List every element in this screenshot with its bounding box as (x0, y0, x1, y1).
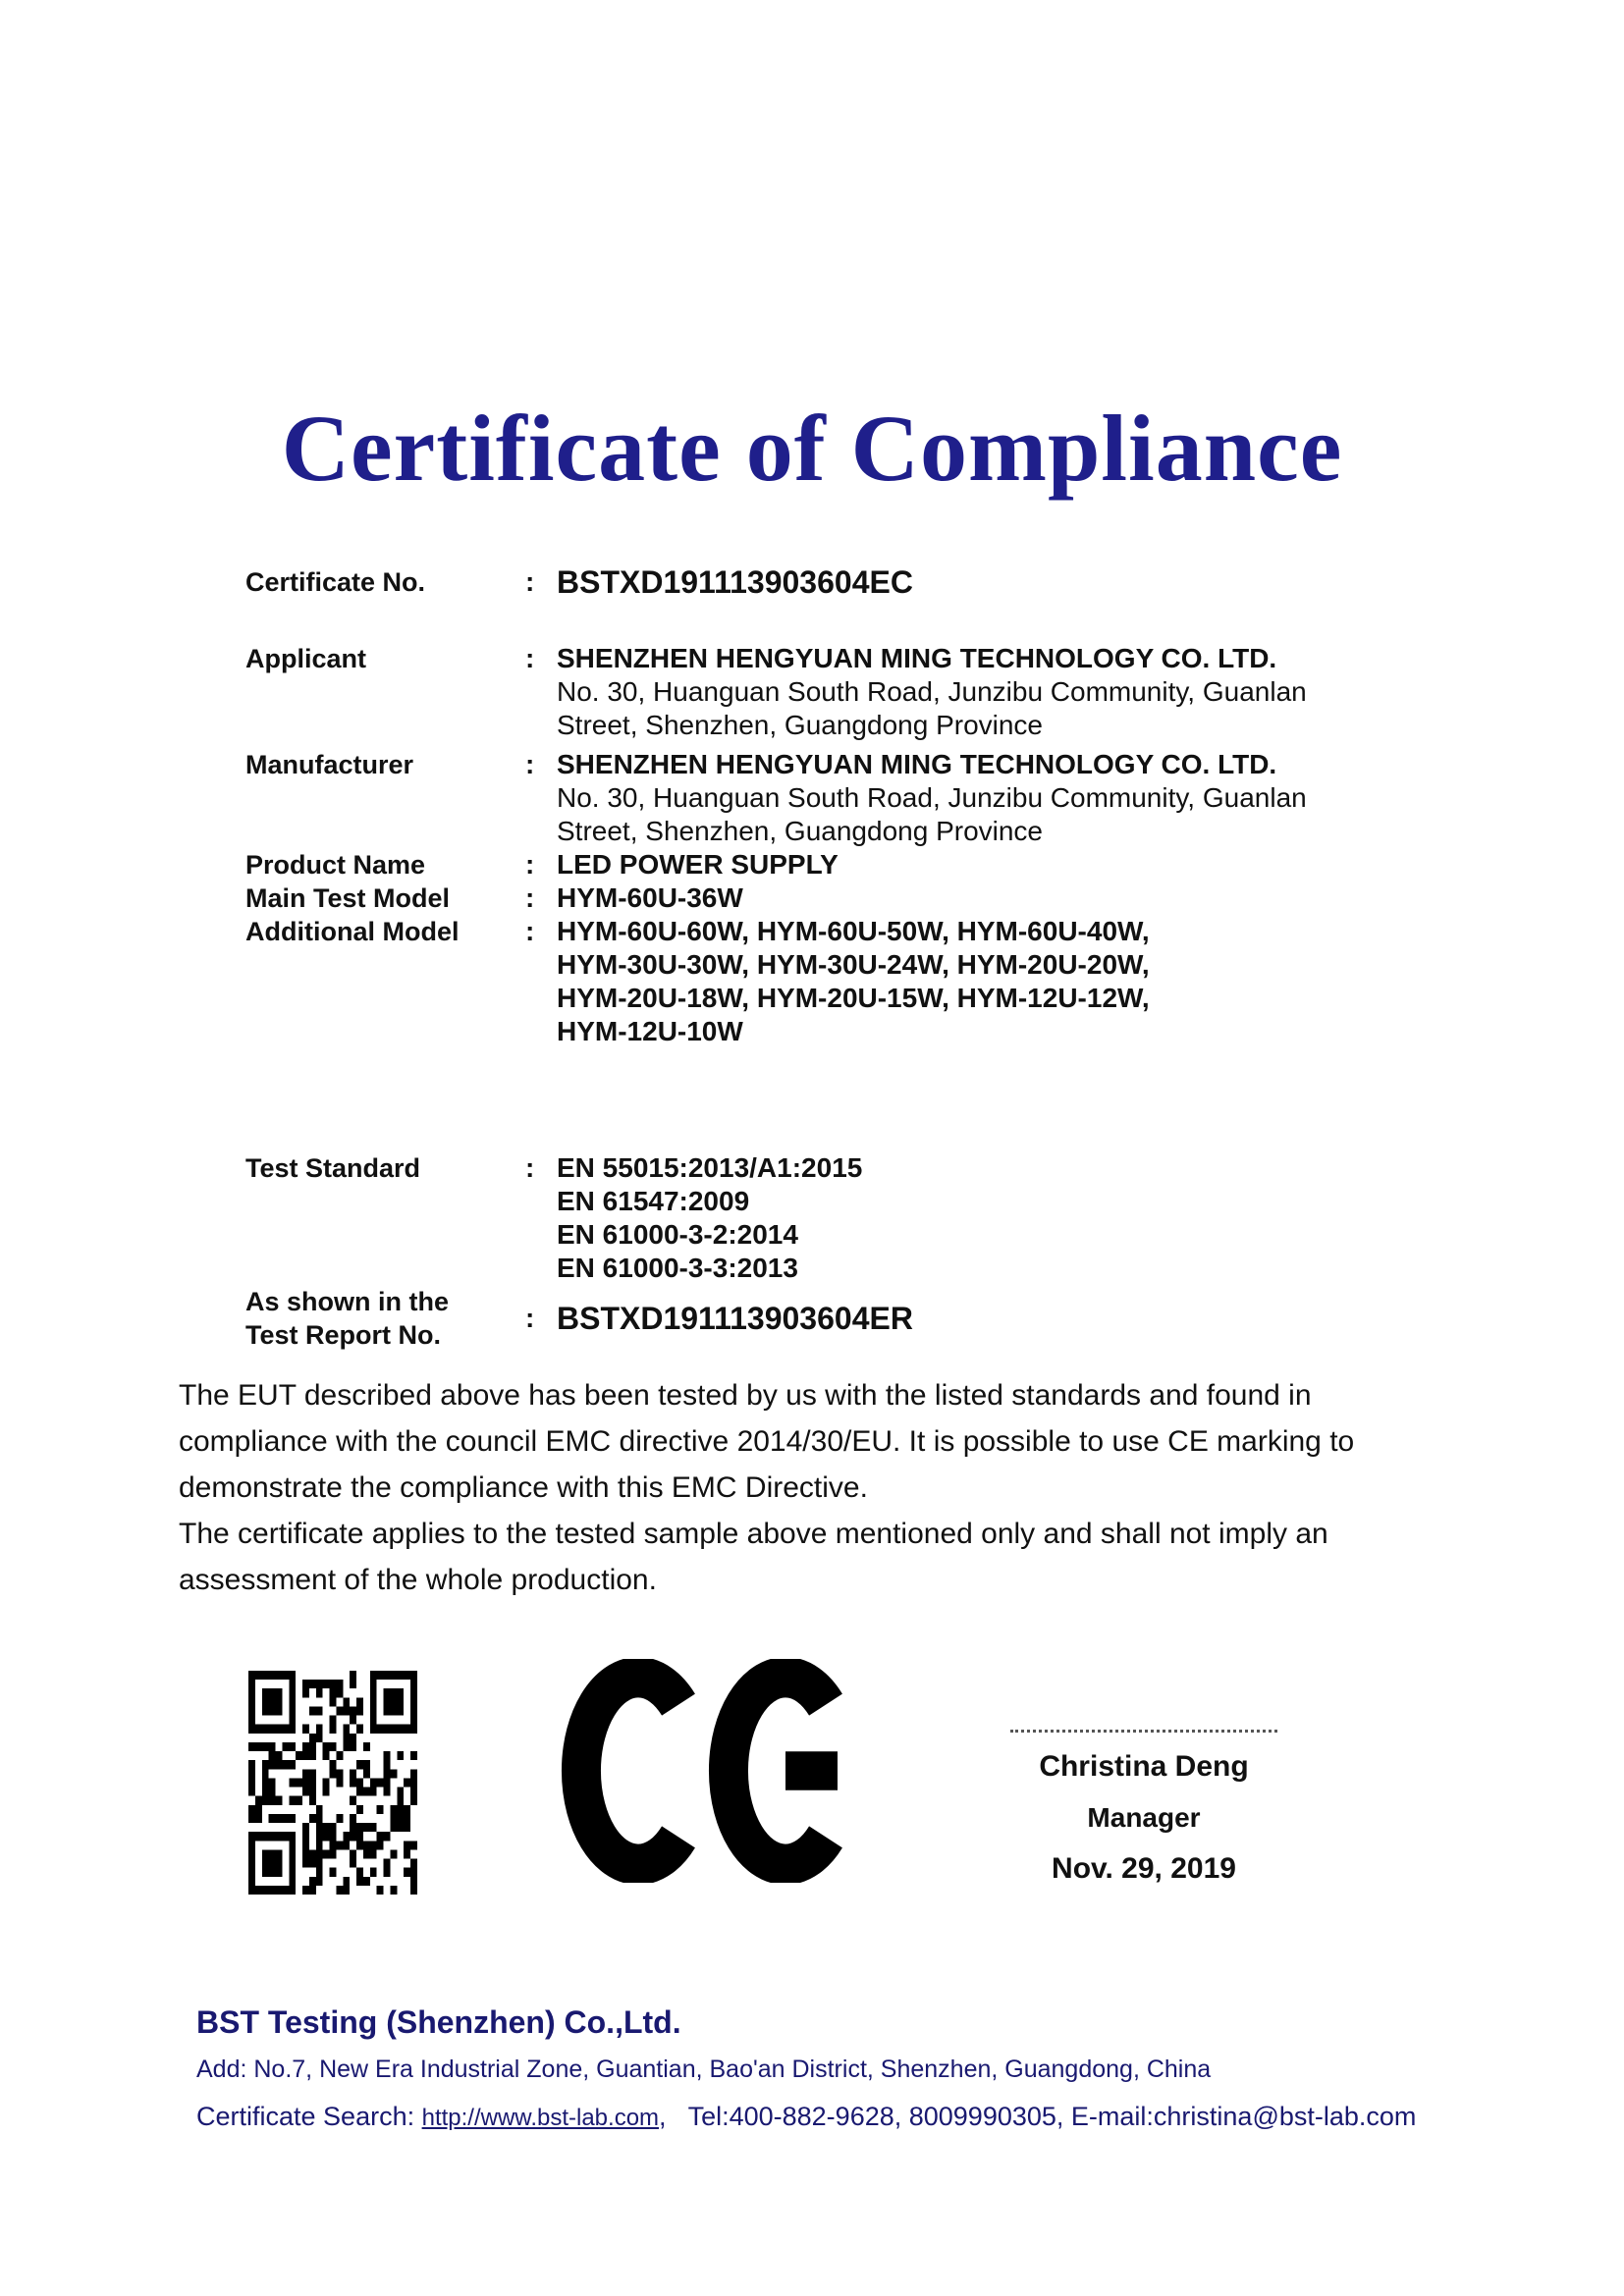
manufacturer-address-line2: Street, Shenzhen, Guangdong Province (557, 816, 1044, 846)
issuer-contact: Tel:400-882-9628, 8009990305, E-mail:christina@bst-lab.com (687, 2102, 1417, 2131)
signatory-name: Christina Deng (1039, 1750, 1249, 1783)
ce-mark-icon (555, 1659, 849, 1883)
certificate-search-link[interactable]: http://www.bst-lab.com (421, 2105, 660, 2131)
colon-separator: : (525, 1303, 535, 1333)
test-report-value: BSTXD191113903604ER (557, 1301, 913, 1336)
test-standard-value (557, 1151, 1434, 1285)
signature-dotted-line (1010, 1730, 1277, 1733)
search-separator: , (659, 2102, 667, 2131)
certificate-search-line (196, 2102, 1492, 2132)
product-name-label: Product Name (245, 850, 426, 880)
test-standard-line: EN 55015:2013/A1:2015 (557, 1152, 863, 1183)
issuer-footer (196, 2004, 1492, 2132)
manufacturer-label: Manufacturer (245, 750, 414, 779)
compliance-paragraph-1: The EUT described above has been tested by us with the listed standards and found in compliance with the council EMC directive 2014/30/EU. It is possible to use CE marking to demonstrate the compliance with this EMC Directive. (179, 1379, 1355, 1504)
colon-separator: : (525, 566, 535, 597)
signatory-role: Manager (1087, 1802, 1201, 1833)
test-report-row (245, 1285, 1434, 1352)
colon-separator: : (525, 1152, 535, 1183)
additional-model-value (557, 915, 1434, 1048)
test-standard-line: EN 61547:2009 (557, 1186, 750, 1216)
additional-model-line: HYM-20U-18W, HYM-20U-15W, HYM-12U-12W, (557, 983, 1150, 1013)
main-test-model-row (245, 881, 1434, 915)
certificate-no-value: BSTXD191113903604EC (557, 564, 913, 600)
colon-separator: : (525, 749, 535, 779)
colon-separator: : (525, 849, 535, 880)
additional-model-line: HYM-12U-10W (557, 1016, 743, 1046)
test-standard-label: Test Standard (245, 1153, 421, 1183)
qr-code (248, 1671, 417, 1895)
additional-model-label: Additional Model (245, 917, 460, 946)
product-name-row (245, 848, 1434, 881)
colon-separator: : (525, 916, 535, 946)
page-title: Certificate of Compliance (281, 396, 1343, 501)
applicant-address-line1: No. 30, Huanguan South Road, Junzibu Community, Guanlan (557, 676, 1307, 707)
manufacturer-value (557, 748, 1434, 848)
certificate-no-row (245, 565, 1434, 599)
certificate-info-table (245, 565, 1434, 1352)
test-report-label (245, 1285, 525, 1352)
compliance-paragraph-2: The certificate applies to the tested sample above mentioned only and shall not imply an assessment of the whole production. (179, 1518, 1328, 1596)
certificate-search-label: Certificate Search: (196, 2102, 415, 2131)
manufacturer-address-line1: No. 30, Huanguan South Road, Junzibu Community, Guanlan (557, 782, 1307, 813)
test-standard-row (245, 1151, 1434, 1285)
signature-block (992, 1730, 1296, 1886)
manufacturer-company: SHENZHEN HENGYUAN MING TECHNOLOGY CO. LTD. (557, 749, 1277, 779)
main-test-model-label: Main Test Model (245, 883, 451, 913)
applicant-row (245, 642, 1434, 742)
applicant-label: Applicant (245, 644, 367, 673)
colon-separator: : (525, 643, 535, 673)
issuer-company-name: BST Testing (Shenzhen) Co.,Ltd. (196, 2004, 681, 2040)
additional-model-line: HYM-60U-60W, HYM-60U-50W, HYM-60U-40W, (557, 916, 1150, 946)
issuer-address: Add: No.7, New Era Industrial Zone, Guantian, Bao'an District, Shenzhen, Guangdong, China (196, 2056, 1212, 2083)
applicant-address-line2: Street, Shenzhen, Guangdong Province (557, 710, 1044, 740)
main-test-model-value: HYM-60U-36W (557, 882, 743, 913)
test-standard-line: EN 61000-3-2:2014 (557, 1219, 798, 1250)
manufacturer-row (245, 748, 1434, 848)
test-standard-line: EN 61000-3-3:2013 (557, 1253, 798, 1283)
additional-model-line: HYM-30U-30W, HYM-30U-24W, HYM-20U-20W, (557, 949, 1150, 980)
applicant-company: SHENZHEN HENGYUAN MING TECHNOLOGY CO. LTD. (557, 643, 1277, 673)
colon-separator: : (525, 882, 535, 913)
test-report-label-line1: As shown in the (245, 1287, 450, 1316)
signature-date: Nov. 29, 2019 (1052, 1852, 1236, 1885)
product-name-value: LED POWER SUPPLY (557, 849, 839, 880)
additional-model-row (245, 915, 1434, 1048)
certificate-no-label: Certificate No. (245, 567, 426, 597)
test-report-label-line2: Test Report No. (245, 1320, 442, 1350)
compliance-statement (179, 1372, 1455, 1603)
applicant-value (557, 642, 1434, 742)
